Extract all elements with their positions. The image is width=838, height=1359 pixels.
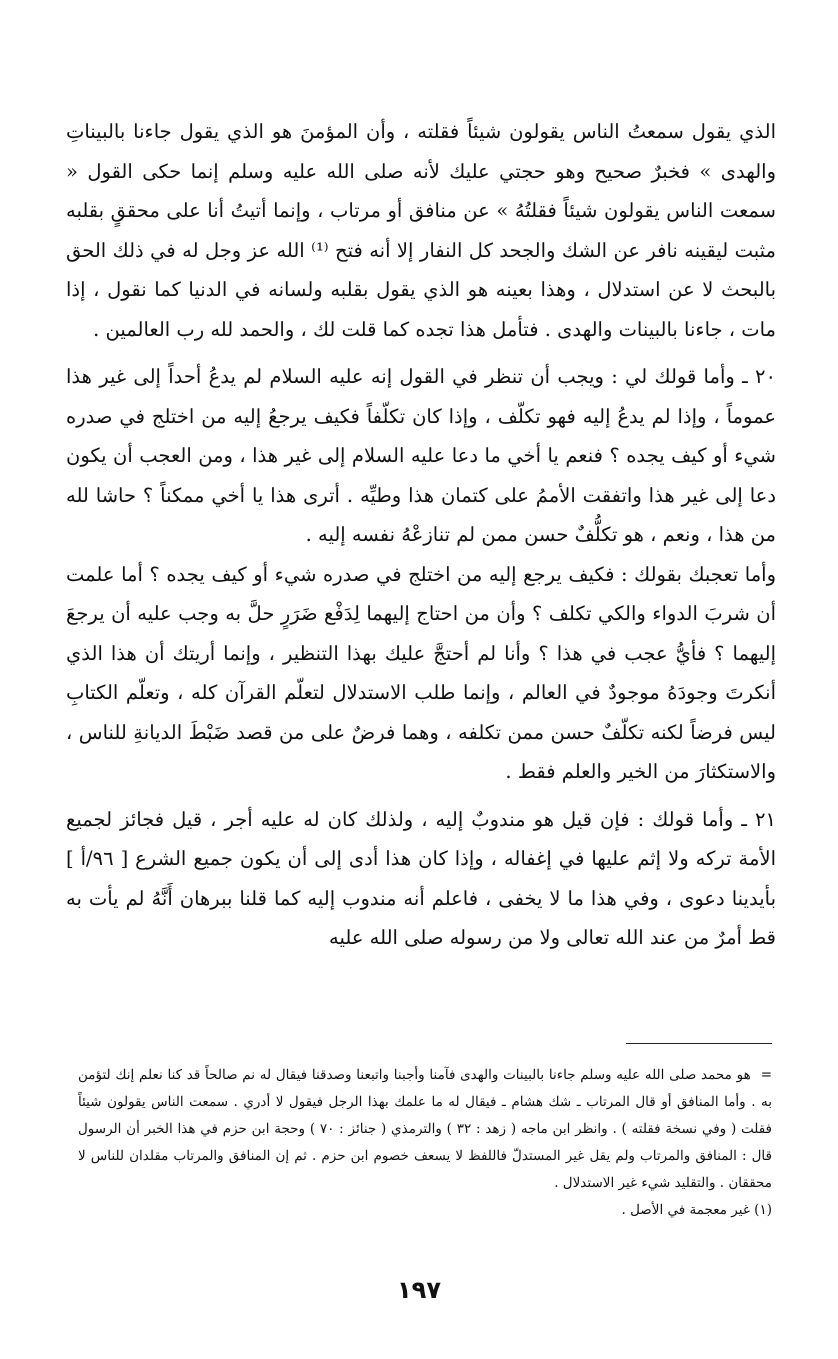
page-number: ١٩٧ [397, 1276, 441, 1304]
paragraph-1: الذي يقول سمعتُ الناس يقولون شيئاً فقلته ، وأن المؤمنَ هو الذي يقول جاءنا بالبيناتِ والهدى » فخبرٌ صحيح وهو حجتي عليك لأنه صلى الله عليه وسلم إنما حكى القول « سمعت الناس يقولون شيئاً فقلتُهُ » عن منافق أو مرتاب ، وإنما أتيتُ أنا على محققٍ بقلبه مثبت ليقينه نافر عن الشك والجحد كل النفار إلا أنه فتح ⁽¹⁾ الله عز وجل له في ذلك الحق بالبحث لا عن استدلال ، وهذا بعينه هو الذي يقول بقلبه ولسانه في الدنيا كما نقول ، إذا مات ، جاءنا بالبينات والهدى . فتأمل هذا تجده كما قلت لك ، والحمد لله رب العالمين . [66, 120, 776, 341]
footnote-1: (١) غير معجمة في الأصل . [621, 1202, 772, 1218]
continuation-mark: = [760, 1067, 772, 1083]
paragraph-3: وأما تعجبك بقولك : فكيف يرجع إليه من اختلج في صدره شيء أو كيف يجده ؟ أما علمت أن شربَ الدواء والكي تكلف ؟ وأن من احتاج إليهما لِدَفْع ضَرَرٍ حلَّ به وجب عليه أن يرجعَ إليهما ؟ فأيُّ عجب في هذا ؟ وأنا لم أحتجَّ عليك بهذا التنظير ، وإنما أريتك أن هذا الذي أنكرتَ وجودَهُ موجودٌ في العالم ، وإنما طلب الاستدلال لتعلّم القرآن كله ، وتعلّم الكتابِ ليس فرضاً لكنه تكلّفٌ حسن ممن تكلفه ، وهما فرضٌ على من قصد ضَبْطَ الديانةِ للناس ، والاستكثارَ من الخير والعلم فقط . [66, 562, 776, 783]
paragraph-section-21: ٢١ ـ وأما قولك : فإن قيل هو مندوبٌ إليه ، ولذلك كان له عليه أجر ، قيل فجائز لجميع الأمة تركه ولا إثم عليها في إغفاله ، وإذا كان هذا أدى إلى أن يكون جميع الشرع [ ٩٦/أ ] بأيدينا دعوى ، وفي هذا ما لا يخفى ، فاعلم أنه مندوب إليه كما قلنا ببرهان أَنَّهُ لم يأت به قط أمرٌ من عند الله تعالى ولا من رسوله صلى الله عليه [66, 807, 776, 949]
footnote-continuation-text: هو محمد صلى الله عليه وسلم جاءنا بالبينات والهدى فآمنا وأجبنا واتبعنا وصدقنا فيقال له نم صالحاً قد كنا نعلم إنك لتؤمن به . وأما المنافق أو قال المرتاب ـ شك هشام ـ فيقال له ما علمك بهذا الرجل فيقول لا أدري . سمعت الناس يقولون شيئاً فقلت ( وفي نسخة فقلته ) . وانظر ابن ماجه ( زهد : ٣٢ ) والترمذي ( جنائز : ٧٠ ) وحجة ابن حزم في هذا الخبر أن الرسول قال : المنافق والمرتاب ولم يقل غير المستدلّ فاللفظ لا يسعف خصوم ابن حزم . ثم إن المنافق والمرتاب مقلدان للناس لا محققان . والتقليد شيء غير الاستدلال . [78, 1067, 773, 1191]
footnote-continuation [78, 1062, 772, 1197]
paragraph-section-20: ٢٠ ـ وأما قولك لي : ويجب أن تنظر في القول إنه عليه السلام لم يدعُ أحداً إلى غير هذا عموماً ، وإذا لم يدعُ إليه فهو تكلّف ، وإذا كان تكلّفاً فكيف يرجعُ إليه من اختلج في صدره شيء أو كيف يجده ؟ فنعم يا أخي ما دعا عليه السلام إلى غير هذا ، ومن العجب أن يكون دعا إلى غير هذا واتفقت الأممُ على كتمان هذا وطيِّه . أترى هذا يا أخي ممكناً ؟ حاشا لله من هذا ، ونعم ، هو تكلُّفٌ حسن ممن لم تنازعْهُ نفسه إليه . [66, 365, 776, 546]
main-text-body [66, 112, 776, 958]
footnotes [78, 1062, 772, 1224]
footnote-separator [626, 1043, 772, 1044]
